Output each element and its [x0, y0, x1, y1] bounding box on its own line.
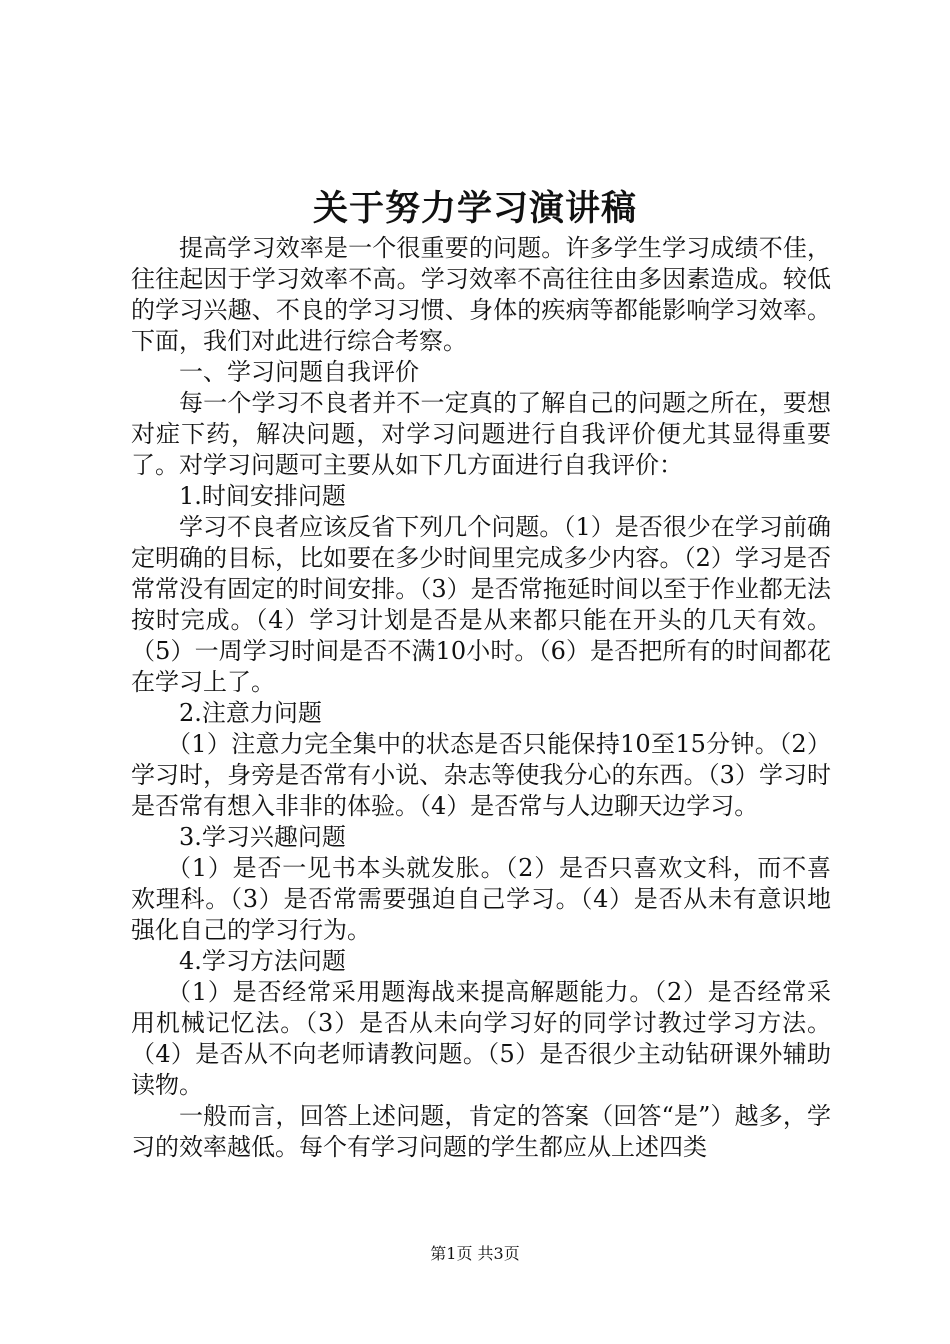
subheading-time-management: 1.时间安排问题 — [179, 482, 346, 510]
paragraph-self-evaluation: 每一个学习不良者并不一定真的了解自己的问题之所在，要想对症下药，解决问题，对学习问题进行自我评价便尤其显得重要了。对学习问题可主要从如下几方面进行自我评价： — [131, 389, 831, 479]
section-heading-self-evaluation: 一、学习问题自我评价 — [179, 358, 419, 386]
document-body — [131, 233, 831, 1163]
page-footer: 第1页 共3页 — [430, 1244, 520, 1263]
paragraph-interest: （1）是否一见书本头就发胀。（2）是否只喜欢文科，而不喜欢理科。（3）是否常需要强迫自己学习。（4）是否从未有意识地强化自己的学习行为。 — [131, 854, 831, 944]
document-title: 关于努力学习演讲稿 — [312, 188, 637, 229]
subheading-method: 4.学习方法问题 — [179, 947, 346, 975]
subheading-interest: 3.学习兴趣问题 — [179, 823, 346, 851]
paragraph-method: （1）是否经常采用题海战来提高解题能力。（2）是否经常采用机械记忆法。（3）是否从未向学习好的同学讨教过学习方法。（4）是否从不向老师请教问题。（5）是否很少主动钻研课外辅助读物。 — [131, 978, 831, 1099]
paragraph-intro: 提高学习效率是一个很重要的问题。许多学生学习成绩不佳，往往起因于学习效率不高。学习效率不高往往由多因素造成。较低的学习兴趣、不良的学习习惯、身体的疾病等都能影响学习效率。下面，我们对此进行综合考察。 — [131, 234, 831, 355]
paragraph-conclusion: 一般而言，回答上述问题，肯定的答案（回答“是”）越多，学习的效率越低。每个有学习问题的学生都应从上述四类 — [131, 1102, 831, 1161]
paragraph-attention: （1）注意力完全集中的状态是否只能保持10至15分钟。（2）学习时，身旁是否常有小说、杂志等使我分心的东西。（3）学习时是否常有想入非非的体验。（4）是否常与人边聊天边学习。 — [131, 730, 831, 820]
paragraph-time-management: 学习不良者应该反省下列几个问题。（1）是否很少在学习前确定明确的目标，比如要在多少时间里完成多少内容。（2）学习是否常常没有固定的时间安排。（3）是否常拖延时间以至于作业都无法按时完成。（4）学习计划是否是从来都只能在开头的几天有效。（5）一周学习时间是否不满10小时。（6）是否把所有的时间都花在学习上了。 — [131, 513, 831, 696]
subheading-attention: 2.注意力问题 — [179, 699, 322, 727]
